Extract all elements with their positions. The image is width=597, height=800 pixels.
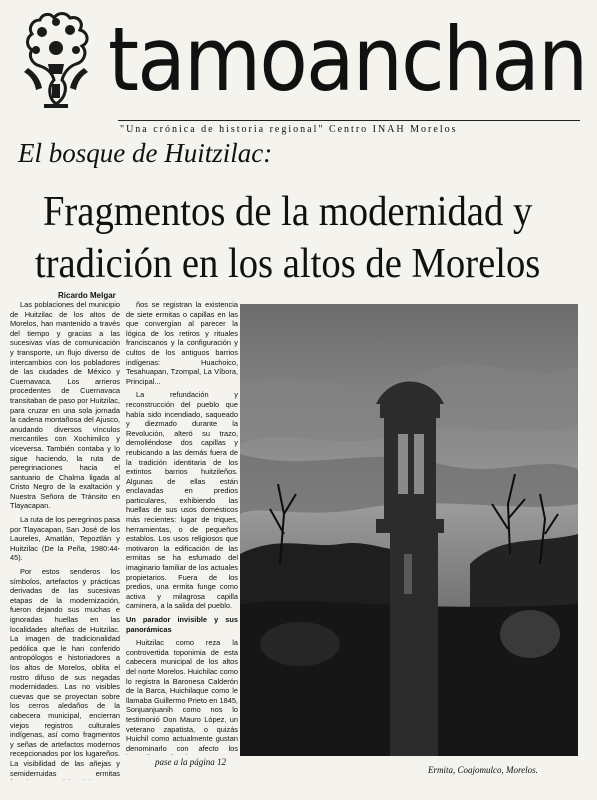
paragraph: La ruta de los peregrinos pasa por Tlayacapan, San José de los Laureles, Amatlán, Tepoztlán y Huitzilac (De la Peña, 1980:44-45). — [10, 515, 120, 563]
article-byline: Ricardo Melgar — [58, 291, 116, 300]
article-column-2 — [126, 300, 238, 755]
paragraph: ños se registran la existencia de siete ermitas o capillas en las que convergían al parecer la lógica de los retiros y rituales franciscanos y la configuración y cultos de los antiguos barrios indígenas: Huachoico, Tesahuapan, Tzompal, La Víbora, Principal... — [126, 300, 238, 386]
paragraph: Las poblaciones del municipio de Huitzilac de los altos de Morelos, han mantenido a través del tiempo y gracias a las sucesivas vías de comunicación y transporte, un flujo diverso de intercambios con los pobladores de las ciudades de México y Cuernavaca. Los arrieros procedentes de Cuernavaca transitaban de paso por Huitzilac, para cruzar en una sola jornada la cadena montañosa del Ajusco, anudando diversos vínculos mercantiles con Xochimilco y viceversa. También contaba y lo sigue haciendo, la ruta de peregrinaciones hacia el santuario de Chalma ligada al Cristo Negro de la exaltación y Nuestra Señora de Tránsito en Tlayacapan. — [10, 300, 120, 511]
ermita-photo — [240, 304, 578, 756]
masthead-title: tamoanchan — [108, 8, 587, 111]
masthead-tagline: "Una crónica de historia regional" Centro INAH Morelos — [120, 124, 458, 135]
paragraph: Por estos senderos los símbolos, artefactos y prácticas derivadas de las sucesivas etapas de la modernización, fueron dejando sus muchas e ignoradas huellas en las localidades alteñas de Huitzilac. La imagen de tradicionalidad pedólica que le han conferido antropólogos e historiadores a los altos de Morelos, oblita el rostro difuso de sus negadas modernidades. Las no visibles cuevas que se proyectan sobre los cerros aledaños de la cabecera municipal, encierran viejos registros culturales indígenas, así como fragmentos y señas de artefactos modernos recepcionados por los lugareños. La visibilidad de las añejas y semiderruidas ermitas — [10, 567, 120, 778]
paragraph: Huitzilac como reza la controvertida toponimia de esta cabecera municipal de los altos del norte Morelos. Huichilac como lo registra la Baronesa Calderón de la Barca, Huichilaque como le llamaba Guillermo Prieto en 1845, Sonjuanjuanih como nos lo testimonió Don Mauro López, un veterano zapatista, o quizás Huichil como actualmente gustan denominarlo con afecto los — [126, 638, 238, 753]
article-column-1 — [10, 300, 120, 780]
masthead-rule — [118, 120, 580, 121]
article-headline: Fragmentos de la modernidad y tradición en los altos de Morelos — [34, 189, 541, 287]
article-kicker: El bosque de Huitzilac: — [18, 138, 273, 168]
paragraph: La refundación y reconstrucción del pueblo que había sido incendiado, saqueado y diezmado durante la Revolución, alteró su trazo, demoliéndose dos capillas y reubicando a las demás fuera de la tradición identitaria de los extintos barrios huitzileños. Algunas de ellas están enclavadas en predios particulares, exhibiendo las huellas de sus usos domésticos más recientes: lugar de triques, herramientas, o de pequeños establos. Los usos religiosos que motivaron la edificación de las ermitas se ha esfumado del imaginario familiar de los actuales propietarios. Fuera de los predios, una ermita funge como activa y milagrosa capilla caminera, a la salida del pueblo. — [126, 390, 238, 611]
section-subheading: Un parador invisible y sus panorámicas — [126, 615, 238, 634]
aztec-glyph-logo — [18, 8, 94, 112]
photo-caption: Ermita, Coajomulco, Morelos. — [428, 765, 538, 775]
continued-on-page: pase a la página 12 — [155, 757, 226, 767]
